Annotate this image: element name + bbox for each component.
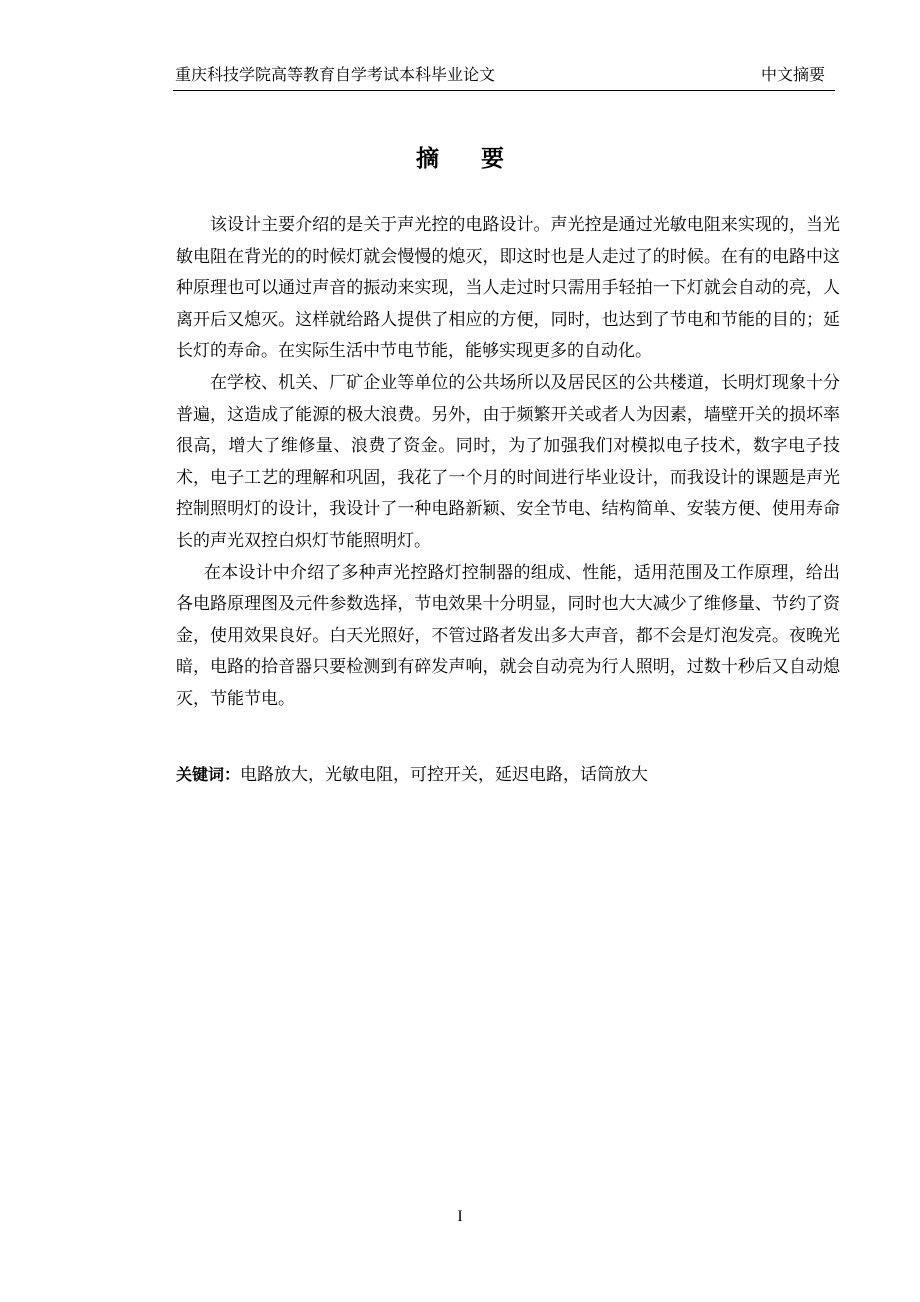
abstract-paragraph-1: 该设计主要介绍的是关于声光控的电路设计。声光控是通过光敏电阻来实现的，当光敏电阻在背光的的时候灯就会慢慢的熄灭，即这时也是人走过了的时候。在有的电路中这种原理也可以通过声音的振动来实现，当人走过时只需用手轻拍一下灯就会自动的亮，人离开后又熄灭。这样就给路人提供了相应的方便，同时，也达到了节电和节能的目的；延长灯的寿命。在实际生活中节电节能，能够实现更多的自动化。 [176, 215, 840, 362]
header-section-name: 中文摘要 [760, 65, 825, 84]
page-number: I [457, 1208, 463, 1225]
keywords-label: 关键词： [176, 765, 241, 784]
header-thesis-title: 重庆科技学院高等教育自学考试本科毕业论文 [175, 65, 496, 84]
abstract-body [176, 210, 840, 716]
keywords-text: 电路放大，光敏电阻，可控开关，延迟电路，话筒放大 [240, 765, 649, 785]
keywords-line [176, 760, 840, 790]
page-header [173, 64, 835, 91]
abstract-title: 摘要 [416, 146, 546, 172]
abstract-paragraph-2: 在学校、机关、厂矿企业等单位的公共场所以及居民区的公共楼道，长明灯现象十分普遍，这造成了能源的极大浪费。另外，由于频繁开关或者人为因素，墙壁开关的损坏率很高，增大了维修量、浪费了资金。同时，为了加强我们对模拟电子技术，数字电子技术，电子工艺的理解和巩固，我花了一个月的时间进行毕业设计，而我设计的课题是声光控制照明灯的设计，我设计了一种电路新颖、安全节电、结构简单、安装方便、使用寿命长的声光双控白炽灯节能照明灯。 [176, 372, 840, 551]
abstract-paragraph-3: 在本设计中介绍了多种声光控路灯控制器的组成、性能，适用范围及工作原理，给出各电路原理图及元件参数选择，节电效果十分明显，同时也大大减少了维修量、节约了资金，使用效果良好。白天光照好，不管过路者发出多大声音，都不会是灯泡发亮。夜晚光暗，电路的拾音器只要检测到有碎发声响，就会自动亮为行人照明，过数十秒后又自动熄灭，节能节电。 [176, 562, 840, 709]
